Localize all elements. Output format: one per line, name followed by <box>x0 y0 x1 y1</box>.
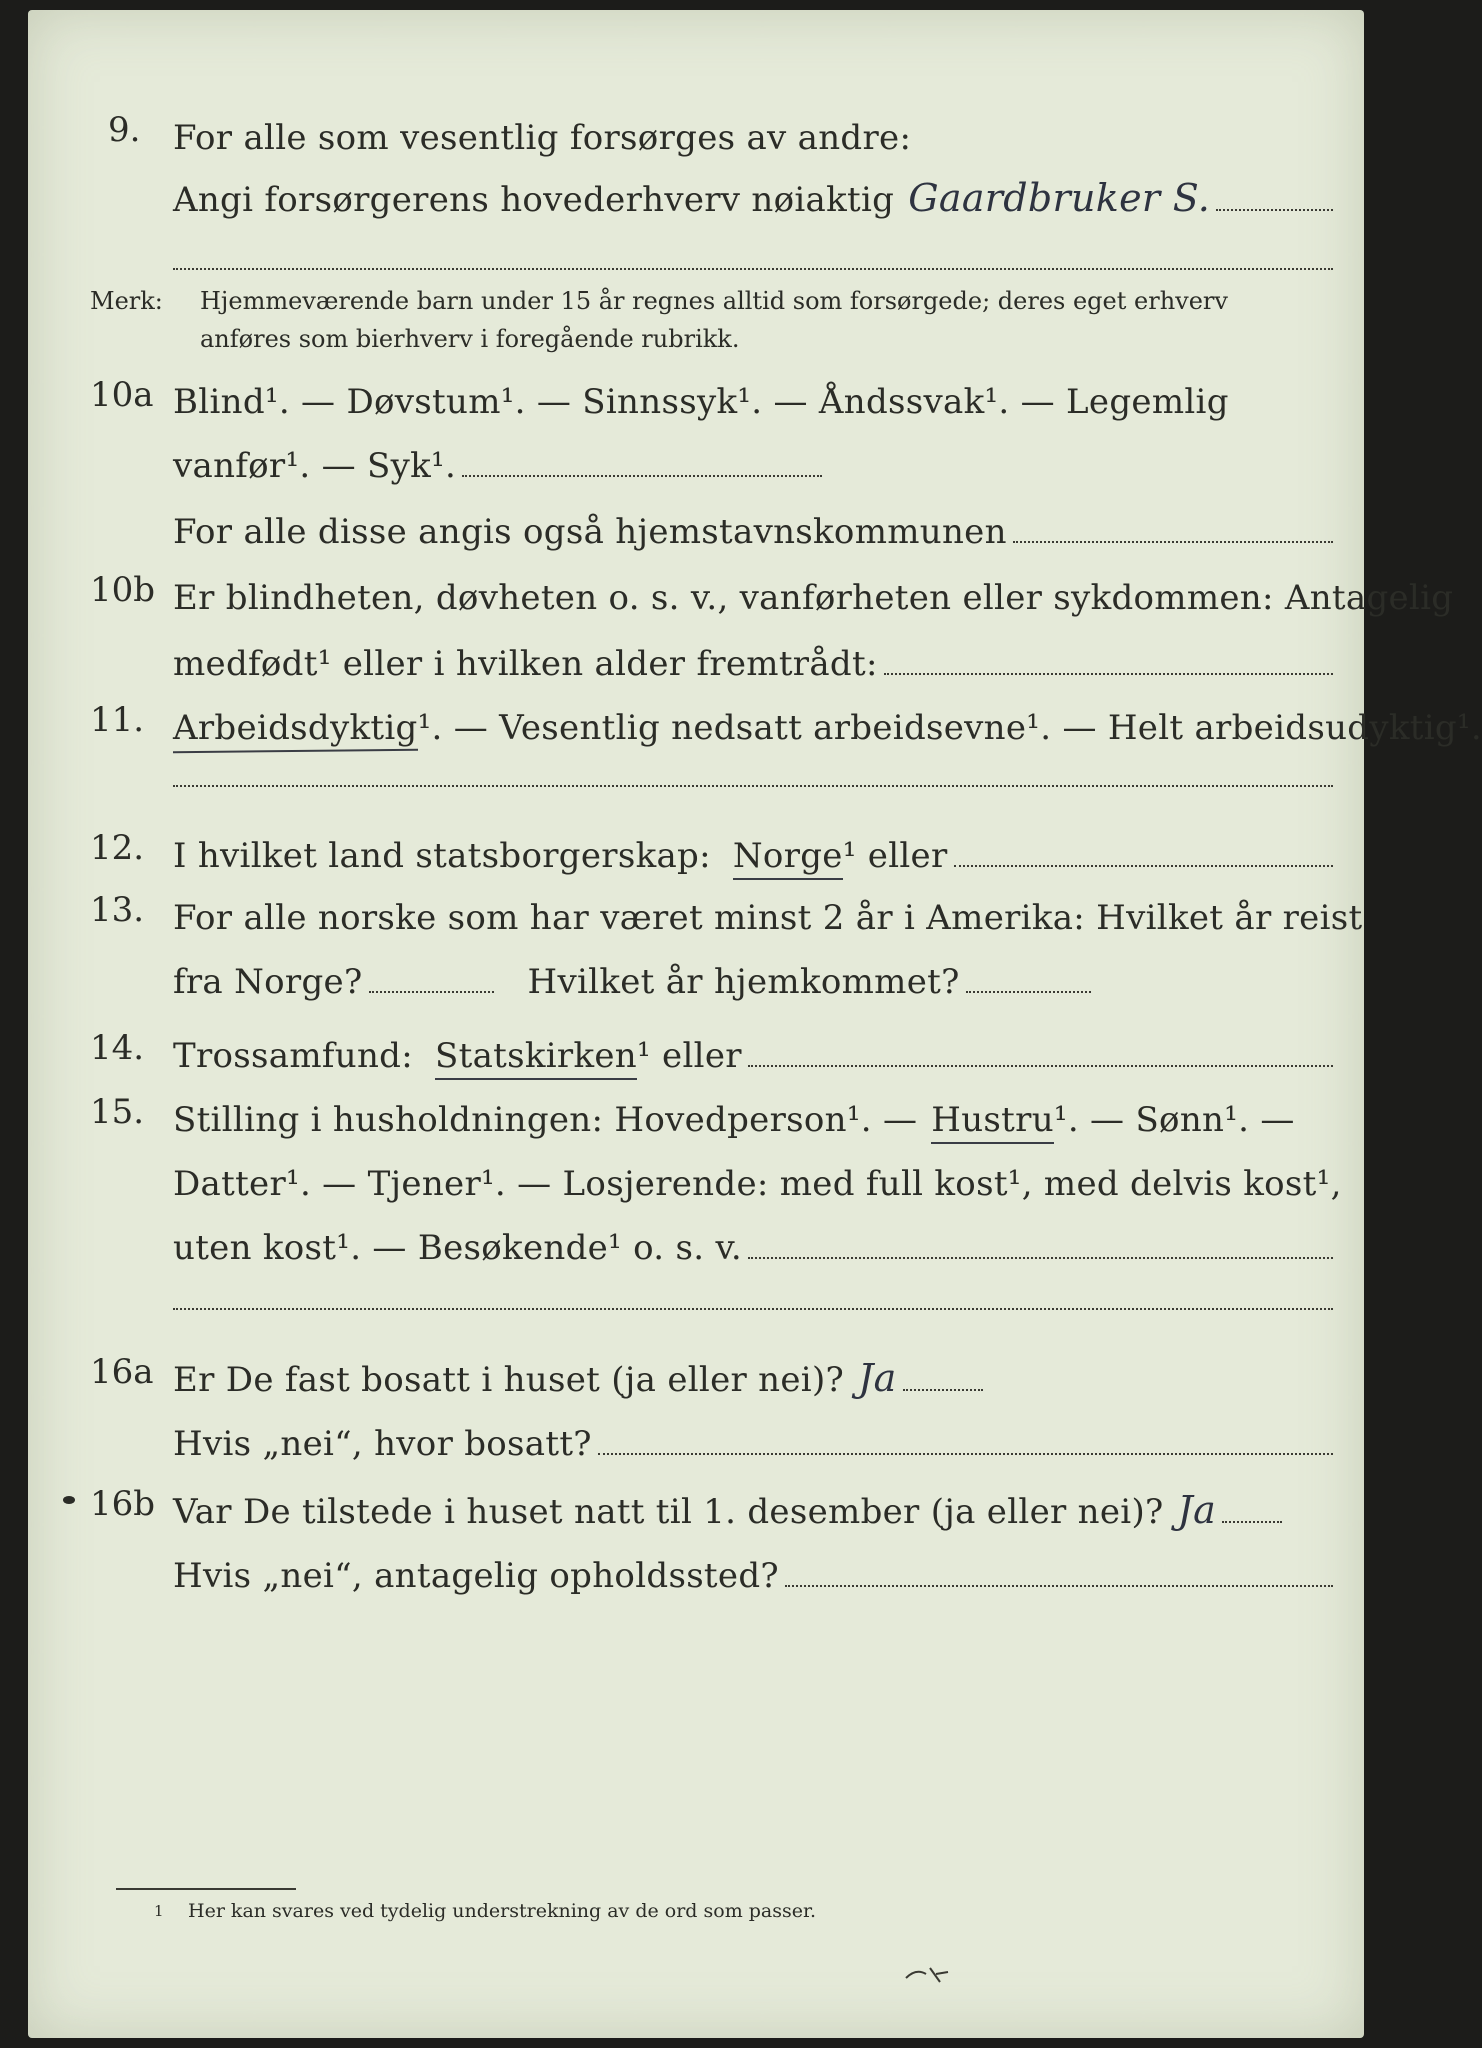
q14-number: 14. <box>90 1028 145 1068</box>
merk-line2: anføres som bierhverv i foregående rubrikk. <box>200 325 740 353</box>
q13-text1: For alle norske som har været minst 2 år i Amerika: Hvilket år reist <box>173 898 1363 938</box>
q13-line1 <box>173 878 1363 938</box>
pen-scribble-mark <box>900 1960 960 1990</box>
q11-extra-line[interactable] <box>173 785 1333 787</box>
q10a-line2 <box>173 426 1333 486</box>
q14-line <box>173 1016 1333 1076</box>
q10b-number: 10b <box>90 570 156 610</box>
q12-option-norge-text: Norge <box>732 836 843 876</box>
q12-option-norge[interactable] <box>733 836 843 876</box>
q10a-syk-line[interactable] <box>462 474 822 477</box>
q11-number: 11. <box>90 700 145 740</box>
q9-label: Angi forsørgerens hovederhverv nøiaktig <box>173 180 895 220</box>
q11-handwritten-underline <box>173 749 418 754</box>
q10b-text1: Er blindheten, døvheten o. s. v., vanførheten eller sykdommen: Antagelig <box>173 578 1454 618</box>
q13-reist-line[interactable] <box>369 990 494 993</box>
q11-option-arbeidsdyktig-text: Arbeidsdyktig <box>173 708 418 748</box>
q9-answer-line[interactable] <box>1216 208 1333 211</box>
q9-text: For alle som vesentlig forsørges av andre: <box>173 118 912 158</box>
q10a-number: 10a <box>90 375 154 415</box>
q9-number: 9. <box>108 110 141 150</box>
q16a-number: 16a <box>90 1352 154 1392</box>
footnote-text: Her kan svares ved tydelig understrekning av de ord som passer. <box>188 1900 817 1922</box>
q15-text1b: ¹. — Sønn¹. — <box>1053 1100 1295 1140</box>
q12-line <box>173 816 1333 876</box>
q15-line3 <box>173 1208 1333 1268</box>
q16a-line1 <box>173 1340 1333 1400</box>
ink-dot <box>63 1496 75 1504</box>
q10a-line3 <box>173 492 1333 552</box>
q16b-text2: Hvis „nei“, antagelig opholdssted? <box>173 1556 779 1596</box>
q14-option-statskirken-text: Statskirken <box>435 1036 638 1076</box>
q10a-line1 <box>173 362 1333 422</box>
q16b-answer-line[interactable] <box>1222 1520 1282 1523</box>
merk-note <box>200 282 1340 358</box>
q14-post: ¹ eller <box>637 1036 742 1076</box>
q16b-line2 <box>173 1536 1333 1596</box>
form-page <box>28 10 1482 2038</box>
q11-option-arbeidsdyktig[interactable] <box>173 708 418 748</box>
q16a-text2: Hvis „nei“, hvor bosatt? <box>173 1424 592 1464</box>
q12-answer-line[interactable] <box>954 864 1333 867</box>
q9-line2 <box>173 160 1333 220</box>
q16a-answer-line[interactable] <box>903 1388 983 1391</box>
q14-option-statskirken[interactable] <box>435 1036 637 1076</box>
q14-pre: Trossamfund: <box>173 1036 414 1076</box>
footnote-mark: 1 <box>154 1902 164 1920</box>
q10b-line2 <box>173 624 1333 684</box>
q12-pre: I hvilket land statsborgerskap: <box>173 836 711 876</box>
q10a-text3: For alle disse angis også hjemstavnskommunen <box>173 512 1007 552</box>
q9-extra-line[interactable] <box>173 268 1333 270</box>
q10b-line1 <box>173 558 1454 618</box>
q15-answer-line[interactable] <box>748 1256 1333 1259</box>
q10a-hjemstavn-line[interactable] <box>1013 540 1333 543</box>
q11-rest: ¹. — Vesentlig nedsatt arbeidsevne¹. — Helt arbeidsudyktig¹. <box>417 708 1482 748</box>
q15-extra-line[interactable] <box>173 1308 1333 1310</box>
q15-option-hustru[interactable] <box>931 1100 1054 1140</box>
q13-text2b: Hvilket år hjemkommet? <box>527 962 960 1002</box>
merk-line1: Hjemmeværende barn under 15 år regnes alltid som forsørgede; deres eget erhverv <box>200 287 1228 315</box>
q16b-number: 16b <box>90 1484 156 1524</box>
q15-line2 <box>173 1144 1353 1204</box>
merk-label: Merk: <box>90 287 163 315</box>
q12-post: ¹ eller <box>842 836 948 876</box>
q16b-opholdssted-line[interactable] <box>785 1584 1333 1587</box>
q13-line2 <box>173 942 1333 1002</box>
q13-hjemkommet-line[interactable] <box>966 990 1091 993</box>
q12-number: 12. <box>90 828 145 868</box>
q10a-text1: Blind¹. — Døvstum¹. — Sinnssyk¹. — Åndssvak¹. — Legemlig <box>173 382 1229 422</box>
q16a-bosatt-line[interactable] <box>598 1452 1333 1455</box>
q16a-text1: Er De fast bosatt i huset (ja eller nei)? <box>173 1360 845 1400</box>
q13-number: 13. <box>90 890 145 930</box>
footnote-rule <box>116 1888 296 1890</box>
q15-number: 15. <box>90 1092 145 1132</box>
q16b-line1 <box>173 1472 1333 1532</box>
q13-text2a: fra Norge? <box>173 962 363 1002</box>
q11-line <box>173 688 1482 748</box>
q15-option-hustru-text: Hustru <box>931 1100 1054 1140</box>
q10b-answer-line[interactable] <box>884 672 1333 675</box>
q15-line1 <box>173 1080 1353 1140</box>
q15-text1a: Stilling i husholdningen: Hovedperson¹. — <box>173 1100 918 1140</box>
q15-text2: Datter¹. — Tjener¹. — Losjerende: med full kost¹, med delvis kost¹, <box>173 1164 1342 1204</box>
q10b-text2: medfødt¹ eller i hvilken alder fremtrådt: <box>173 644 878 684</box>
q10a-text2: vanfør¹. — Syk¹. <box>173 446 457 486</box>
q14-answer-line[interactable] <box>748 1064 1333 1067</box>
q16b-text1: Var De tilstede i huset natt til 1. desember (ja eller nei)? <box>173 1492 1164 1532</box>
q15-text3: uten kost¹. — Besøkende¹ o. s. v. <box>173 1228 743 1268</box>
q9-line1 <box>173 98 1333 158</box>
q16a-handwritten-answer: Ja <box>858 1356 897 1400</box>
q9-handwritten-answer: Gaardbruker S. <box>908 176 1211 220</box>
q16b-handwritten-answer: Ja <box>1177 1488 1217 1532</box>
q16a-line2 <box>173 1404 1333 1464</box>
